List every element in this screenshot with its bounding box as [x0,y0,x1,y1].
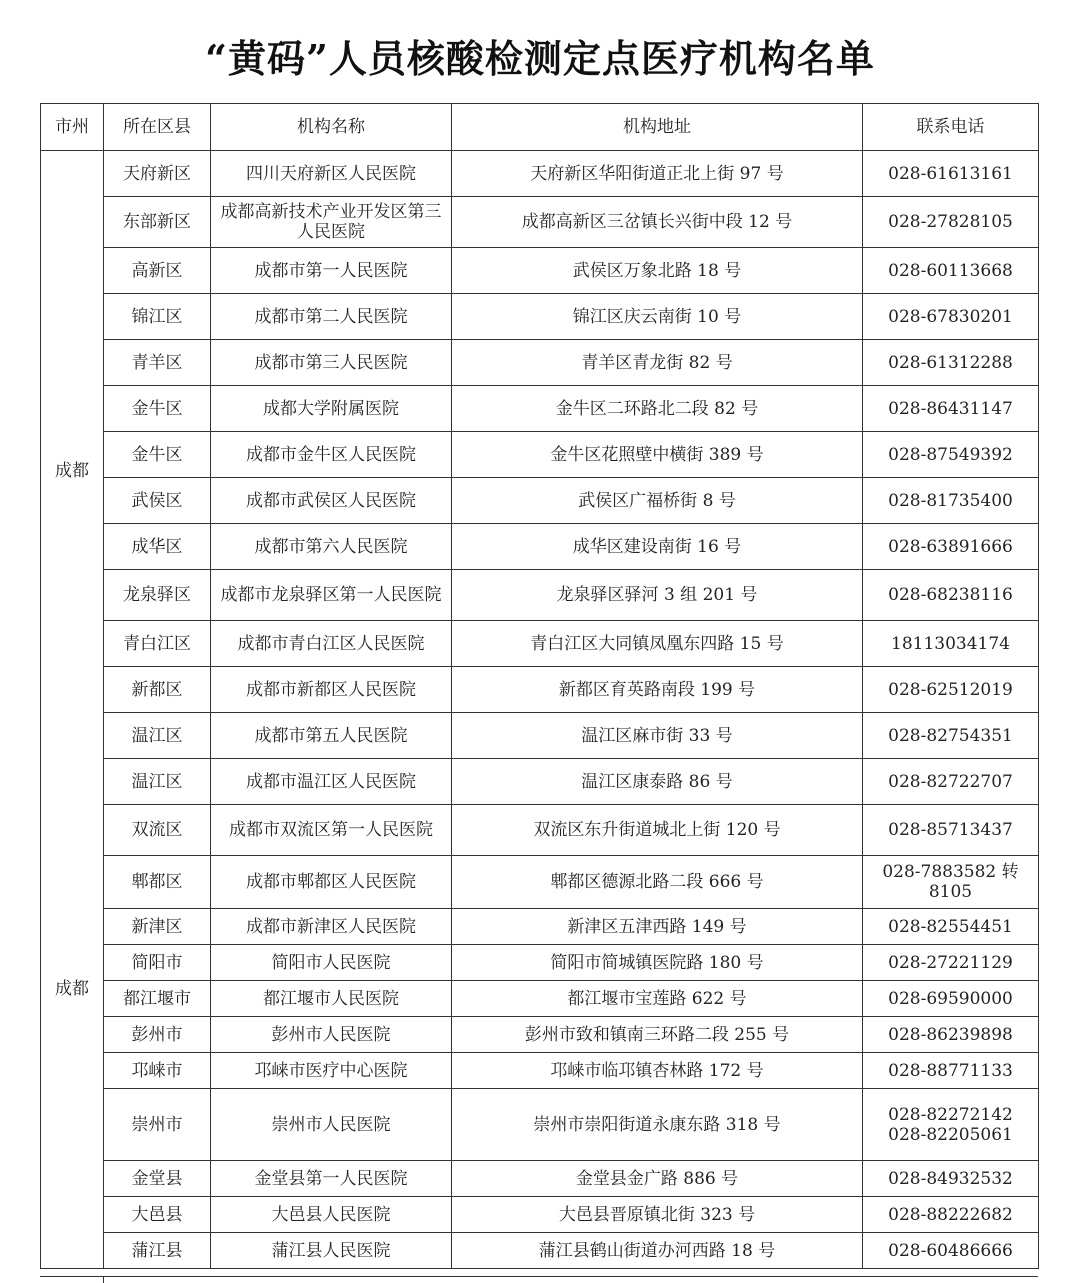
table-row [41,856,1039,909]
district-cell: 锦江区 [104,294,211,340]
institution-address-cell: 彭州市致和镇南三环路二段 255 号 [452,1017,863,1053]
table-row [41,759,1039,805]
phone-number: 028-61312288 [888,352,1013,373]
phone-number: 028-69590000 [888,988,1013,1009]
header-district: 所在区县 [104,104,211,151]
district-cell: 大邑县 [104,1197,211,1233]
institution-name-cell: 成都市温江区人民医院 [211,759,452,805]
table-row [41,570,1039,621]
district-cell: 邛崃市 [104,1053,211,1089]
institution-address-cell: 青羊区青龙街 82 号 [452,340,863,386]
phone-cell [863,759,1039,805]
district-cell: 青白江区 [104,621,211,667]
phone-cell [863,524,1039,570]
district-cell: 金牛区 [104,432,211,478]
district-cell: 高新区 [104,248,211,294]
phone-number: 028-84932532 [888,1168,1013,1189]
phone-number: 028-60113668 [888,260,1013,281]
institution-name-cell: 成都市龙泉驿区第一人民医院 [211,570,452,621]
district-cell: 天府新区 [104,151,211,197]
district-cell: 郫都区 [104,856,211,909]
district-cell: 温江区 [104,759,211,805]
phone-cell [863,294,1039,340]
table-row [41,340,1039,386]
phone-number: 028-27828105 [888,212,1013,232]
phone-number: 028-67830201 [888,306,1013,327]
table-row [41,1053,1039,1089]
district-cell: 双流区 [104,805,211,856]
institution-name-cell: 成都市第三人民医院 [211,340,452,386]
phone-cell [863,1161,1039,1197]
institution-name-cell: 成都市新都区人民医院 [211,667,452,713]
table-row [41,805,1039,856]
institution-address-cell: 龙泉驿区驿河 3 组 201 号 [452,570,863,621]
table-row [41,432,1039,478]
institution-name-cell: 成都市第五人民医院 [211,713,452,759]
institution-address-cell: 大邑县晋原镇北街 323 号 [452,1197,863,1233]
phone-cell [863,1017,1039,1053]
table-row [41,909,1039,945]
institution-name-cell: 简阳市人民医院 [211,945,452,981]
table-row [41,621,1039,667]
phone-cell [863,805,1039,856]
phone-number: 028-86239898 [888,1024,1013,1045]
phone-number: 028-87549392 [888,444,1013,465]
institution-name-cell: 大邑县人民医院 [211,1197,452,1233]
table-row [41,1161,1039,1197]
phone-cell [863,945,1039,981]
table-row [41,981,1039,1017]
phone-cell [863,570,1039,621]
district-cell: 武侯区 [104,478,211,524]
institution-address-cell: 温江区麻市街 33 号 [452,713,863,759]
district-cell: 彭州市 [104,1017,211,1053]
district-cell: 蒲江县 [104,1233,211,1269]
institution-name-cell: 金堂县第一人民医院 [211,1161,452,1197]
phone-number: 028-88771133 [888,1060,1013,1081]
institution-address-cell: 天府新区华阳街道正北上街 97 号 [452,151,863,197]
phone-number: 028-68238116 [888,585,1013,605]
institution-name-cell: 成都市第六人民医院 [211,524,452,570]
table-row [41,1017,1039,1053]
phone-cell [863,1089,1039,1161]
header-institution-address: 机构地址 [452,104,863,151]
institution-address-cell: 简阳市简城镇医院路 180 号 [452,945,863,981]
district-cell: 温江区 [104,713,211,759]
institution-name-cell: 成都市武侯区人民医院 [211,478,452,524]
table-row [41,945,1039,981]
district-cell: 金堂县 [104,1161,211,1197]
phone-number: 028-86431147 [888,398,1013,419]
district-cell: 成华区 [104,524,211,570]
institution-address-cell: 武侯区广福桥街 8 号 [452,478,863,524]
phone-number: 028-27221129 [888,952,1013,973]
phone-cell [863,248,1039,294]
table-row [41,248,1039,294]
phone-number: 028-62512019 [888,679,1013,700]
phone-cell [863,151,1039,197]
institution-name-cell: 成都市第一人民医院 [211,248,452,294]
district-cell: 金牛区 [104,386,211,432]
table-row [41,294,1039,340]
institution-address-cell: 金堂县金广路 886 号 [452,1161,863,1197]
phone-number: 028-85713437 [888,820,1013,840]
phone-cell [863,909,1039,945]
institution-name-cell: 成都市青白江区人民医院 [211,621,452,667]
institution-address-cell: 邛崃市临邛镇杏林路 172 号 [452,1053,863,1089]
institution-name-cell: 成都市双流区第一人民医院 [211,805,452,856]
phone-cell [863,1233,1039,1269]
phone-cell [863,981,1039,1017]
institution-address-cell: 蒲江县鹤山街道办河西路 18 号 [452,1233,863,1269]
table-row [41,1233,1039,1269]
institution-address-cell: 新都区育英路南段 199 号 [452,667,863,713]
table-row [41,713,1039,759]
institution-address-cell: 崇州市崇阳街道永康东路 318 号 [452,1089,863,1161]
table-body [41,151,1039,1269]
district-cell: 龙泉驿区 [104,570,211,621]
institution-name-cell: 成都高新技术产业开发区第三人民医院 [211,197,452,248]
table-row [41,478,1039,524]
phone-number: 028-82722707 [888,771,1013,792]
district-cell: 新都区 [104,667,211,713]
district-cell: 崇州市 [104,1089,211,1161]
phone-number: 028-82554451 [888,916,1013,937]
phone-number: 028-63891666 [888,536,1013,557]
institution-name-cell: 四川天府新区人民医院 [211,151,452,197]
header-phone: 联系电话 [863,104,1039,151]
table-row [41,386,1039,432]
institution-name-cell: 成都大学附属医院 [211,386,452,432]
phone-number: 028-82754351 [888,725,1013,746]
table-row [41,667,1039,713]
phone-cell [863,856,1039,909]
institution-name-cell: 蒲江县人民医院 [211,1233,452,1269]
phone-cell [863,386,1039,432]
phone-cell [863,1197,1039,1233]
phone-number: 028-60486666 [888,1240,1013,1261]
institution-address-cell: 双流区东升街道城北上街 120 号 [452,805,863,856]
institution-name-cell: 成都市新津区人民医院 [211,909,452,945]
district-cell: 新津区 [104,909,211,945]
institution-address-cell: 锦江区庆云南街 10 号 [452,294,863,340]
institution-name-cell: 邛崃市医疗中心医院 [211,1053,452,1089]
phone-number-secondary: 028-82205061 [888,1124,1013,1145]
phone-number: 028-81735400 [888,490,1013,511]
city-cell [41,151,104,1269]
institution-name-cell: 都江堰市人民医院 [211,981,452,1017]
table-header-row [41,104,1039,151]
institution-address-cell: 金牛区花照壁中横街 389 号 [452,432,863,478]
phone-cell [863,667,1039,713]
phone-cell [863,197,1039,248]
phone-cell [863,621,1039,667]
phone-number: 028-82272142 [888,1104,1013,1125]
district-cell: 青羊区 [104,340,211,386]
institution-name-cell: 成都市金牛区人民医院 [211,432,452,478]
phone-cell [863,1053,1039,1089]
phone-cell [863,340,1039,386]
institution-address-cell: 武侯区万象北路 18 号 [452,248,863,294]
phone-cell [863,432,1039,478]
page-title: “黄码”人员核酸检测定点医疗机构名单 [205,36,875,81]
district-cell: 东部新区 [104,197,211,248]
phone-cell [863,713,1039,759]
header-city: 市州 [41,104,104,151]
table-row [41,1089,1039,1161]
institution-name-cell: 崇州市人民医院 [211,1089,452,1161]
institution-address-cell: 郫都区德源北路二段 666 号 [452,856,863,909]
district-cell: 简阳市 [104,945,211,981]
institution-address-cell: 温江区康泰路 86 号 [452,759,863,805]
phone-number: 18113034174 [891,633,1010,654]
institution-address-cell: 新津区五津西路 149 号 [452,909,863,945]
table-row [41,1197,1039,1233]
table-row [41,524,1039,570]
institution-address-cell: 都江堰市宝莲路 622 号 [452,981,863,1017]
phone-number: 028-61613161 [888,163,1013,184]
table-row [41,151,1039,197]
district-cell: 都江堰市 [104,981,211,1017]
institution-address-cell: 成都高新区三岔镇长兴街中段 12 号 [452,197,863,248]
city-label: 成都 [55,461,89,481]
institution-address-cell: 青白江区大同镇凤凰东四路 15 号 [452,621,863,667]
institution-address-cell: 金牛区二环路北二段 82 号 [452,386,863,432]
institution-name-cell: 成都市第二人民医院 [211,294,452,340]
city-label: 成都 [55,979,89,999]
institution-address-cell: 成华区建设南街 16 号 [452,524,863,570]
phone-cell [863,478,1039,524]
phone-number: 028-88222682 [888,1204,1013,1225]
table-row [41,197,1039,248]
hospital-table [40,103,1039,1269]
phone-number: 028-7883582 转 8105 [882,862,1019,902]
header-institution-name: 机构名称 [211,104,452,151]
institution-name-cell: 彭州市人民医院 [211,1017,452,1053]
institution-name-cell: 成都市郫都区人民医院 [211,856,452,909]
